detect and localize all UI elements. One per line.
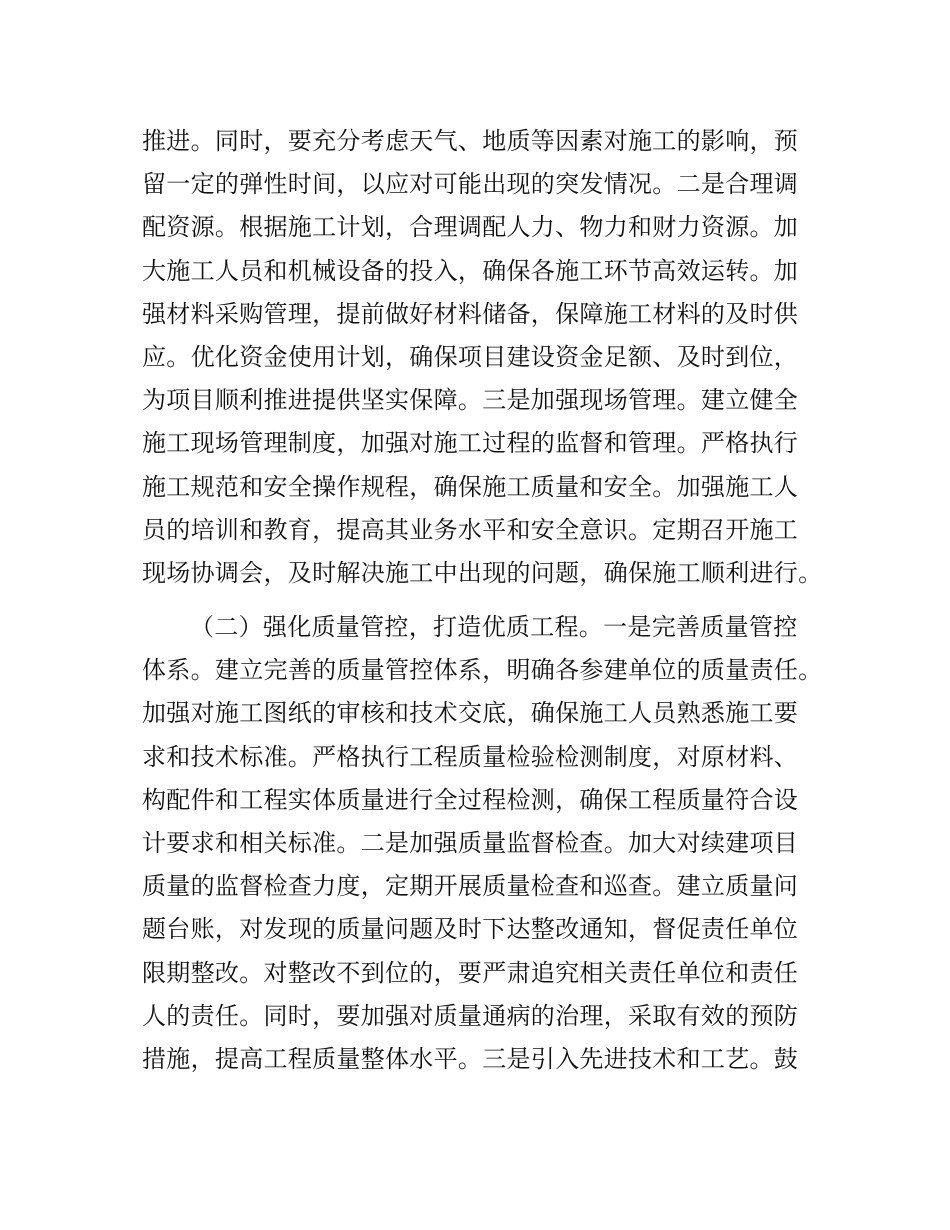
text-line: 措施，提高工程质量整体水平。三是引入先进技术和工艺。鼓 xyxy=(142,1044,799,1073)
text-line: 质量的监督检查力度，定期开展质量检查和巡查。建立质量问 xyxy=(142,872,799,901)
text-line: 留一定的弹性时间，以应对可能出现的突发情况。二是合理调 xyxy=(142,170,799,199)
text-line: 加强对施工图纸的审核和技术交底，确保施工人员熟悉施工要 xyxy=(142,699,799,728)
text-line: 构配件和工程实体质量进行全过程检测，确保工程质量符合设 xyxy=(142,785,799,814)
section-heading-line: （二）强化质量管控，打造优质工程。一是完善质量管控 xyxy=(190,613,798,641)
text-line: 求和技术标准。严格执行工程质量检验检测制度，对原材料、 xyxy=(142,742,799,771)
text-line: 施工现场管理制度，加强对施工过程的监督和管理。严格执行 xyxy=(142,429,799,458)
text-line: 推进。同时，要充分考虑天气、地质等因素对施工的影响，预 xyxy=(142,127,799,155)
text-line: 员的培训和教育，提高其业务水平和安全意识。定期召开施工 xyxy=(142,515,799,544)
text-line: 限期整改。对整改不到位的，要严肃追究相关责任单位和责任 xyxy=(142,958,799,987)
text-line: 应。优化资金使用计划，确保项目建设资金足额、及时到位， xyxy=(142,342,799,371)
text-line: 现场协调会，及时解决施工中出现的问题，确保施工顺利进行。 xyxy=(142,558,823,587)
text-line: 为项目顺利推进提供坚实保障。三是加强现场管理。建立健全 xyxy=(142,386,799,415)
text-line: 体系。建立完善的质量管控体系，明确各参建单位的质量责任。 xyxy=(142,656,823,685)
paragraph-1 xyxy=(142,120,822,595)
text-line: 强材料采购管理，提前做好材料储备，保障施工材料的及时供 xyxy=(142,299,799,328)
paragraph-2 xyxy=(142,606,822,1081)
text-line: 大施工人员和机械设备的投入，确保各施工环节高效运转。加 xyxy=(142,256,799,285)
text-line: 计要求和相关标准。二是加强质量监督检查。加大对续建项目 xyxy=(142,828,799,857)
text-line: 人的责任。同时，要加强对质量通病的治理，采取有效的预防 xyxy=(142,1001,799,1030)
text-line: 题台账，对发现的质量问题及时下达整改通知，督促责任单位 xyxy=(142,915,799,944)
text-line: 配资源。根据施工计划，合理调配人力、物力和财力资源。加 xyxy=(142,213,799,242)
text-line: 施工规范和安全操作规程，确保施工质量和安全。加强施工人 xyxy=(142,472,799,501)
